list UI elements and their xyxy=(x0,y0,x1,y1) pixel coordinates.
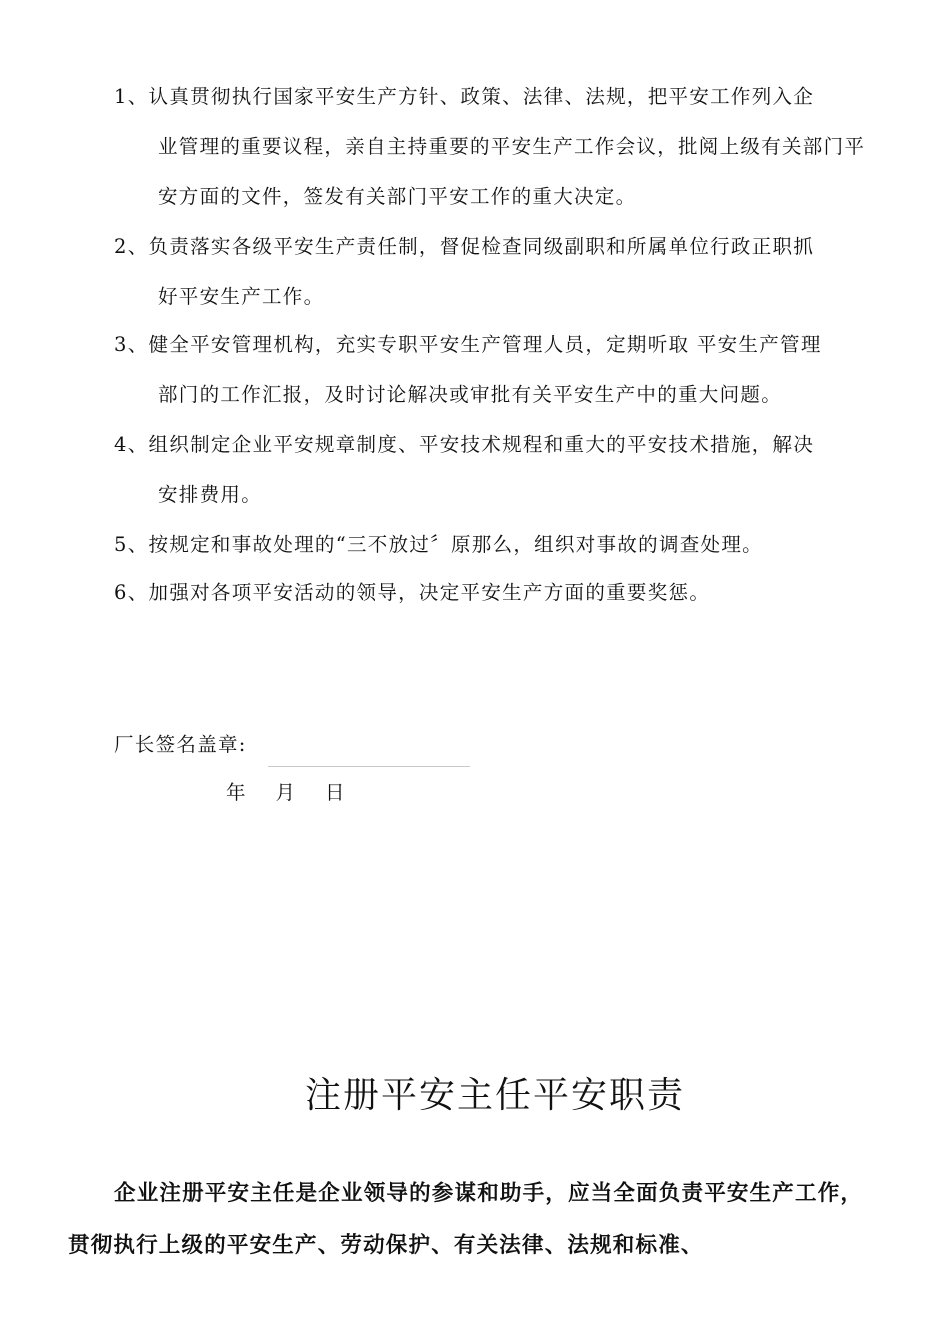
duty-number: 6、 xyxy=(114,581,149,604)
duty-text-first-line: 加强对各项平安活动的领导，决定平安生产方面的重要奖惩。 xyxy=(148,581,711,604)
duty-item-1 xyxy=(114,72,884,222)
section-title: 注册平安主任平安职责 xyxy=(304,1075,685,1116)
duty-number: 3、 xyxy=(114,333,149,356)
duty-text-continuation: 业管理的重要议程，亲自主持重要的平安生产工作会议，批阅上级有关部门平安方面的文件，签发有关部门平安工作的重大决定。 xyxy=(158,135,866,208)
duty-item-2 xyxy=(114,222,884,322)
date-line xyxy=(226,773,345,813)
duty-text-first-line: 按规定和事故处理的“三不放过〞原那么，组织对事故的调查处理。 xyxy=(148,533,763,556)
signature-label: 厂长签名盖章: xyxy=(114,733,247,756)
section-intro-paragraph: 企业注册平安主任是企业领导的参谋和助手，应当全面负责平安生产工作，贯彻执行上级的平安生产、劳动保护、有关法律、法规和标准、 xyxy=(68,1181,864,1258)
date-year-label: 年 xyxy=(226,781,246,804)
date-day-label: 日 xyxy=(325,781,345,804)
date-month-label: 月 xyxy=(275,781,296,804)
duty-number: 5、 xyxy=(114,533,149,556)
duty-item-6 xyxy=(114,568,884,618)
duty-text-first-line: 健全平安管理机构，充实专职平安生产管理人员，定期听取 平安生产管理 xyxy=(148,333,822,356)
duty-text-first-line: 认真贯彻执行国家平安生产方针、政策、法律、法规，把平安工作列入企 xyxy=(148,85,815,108)
duty-item-5 xyxy=(114,520,884,570)
duty-text-first-line: 组织制定企业平安规章制度、平安技术规程和重大的平安技术措施，解决 xyxy=(148,433,815,456)
duty-item-3 xyxy=(114,320,884,420)
duty-text-first-line: 负责落实各级平安生产责任制，督促检查同级副职和所属单位行政正职抓 xyxy=(148,235,815,258)
duty-number: 4、 xyxy=(114,433,149,456)
signature-line xyxy=(268,766,470,767)
duty-item-4 xyxy=(114,420,884,520)
duty-number: 2、 xyxy=(114,235,149,258)
duty-text-continuation: 好平安生产工作。 xyxy=(158,285,325,308)
duty-text-continuation: 安排费用。 xyxy=(158,483,263,506)
duty-number: 1、 xyxy=(114,85,149,108)
duty-text-continuation: 部门的工作汇报，及时讨论解决或审批有关平安生产中的重大问题。 xyxy=(158,383,783,406)
